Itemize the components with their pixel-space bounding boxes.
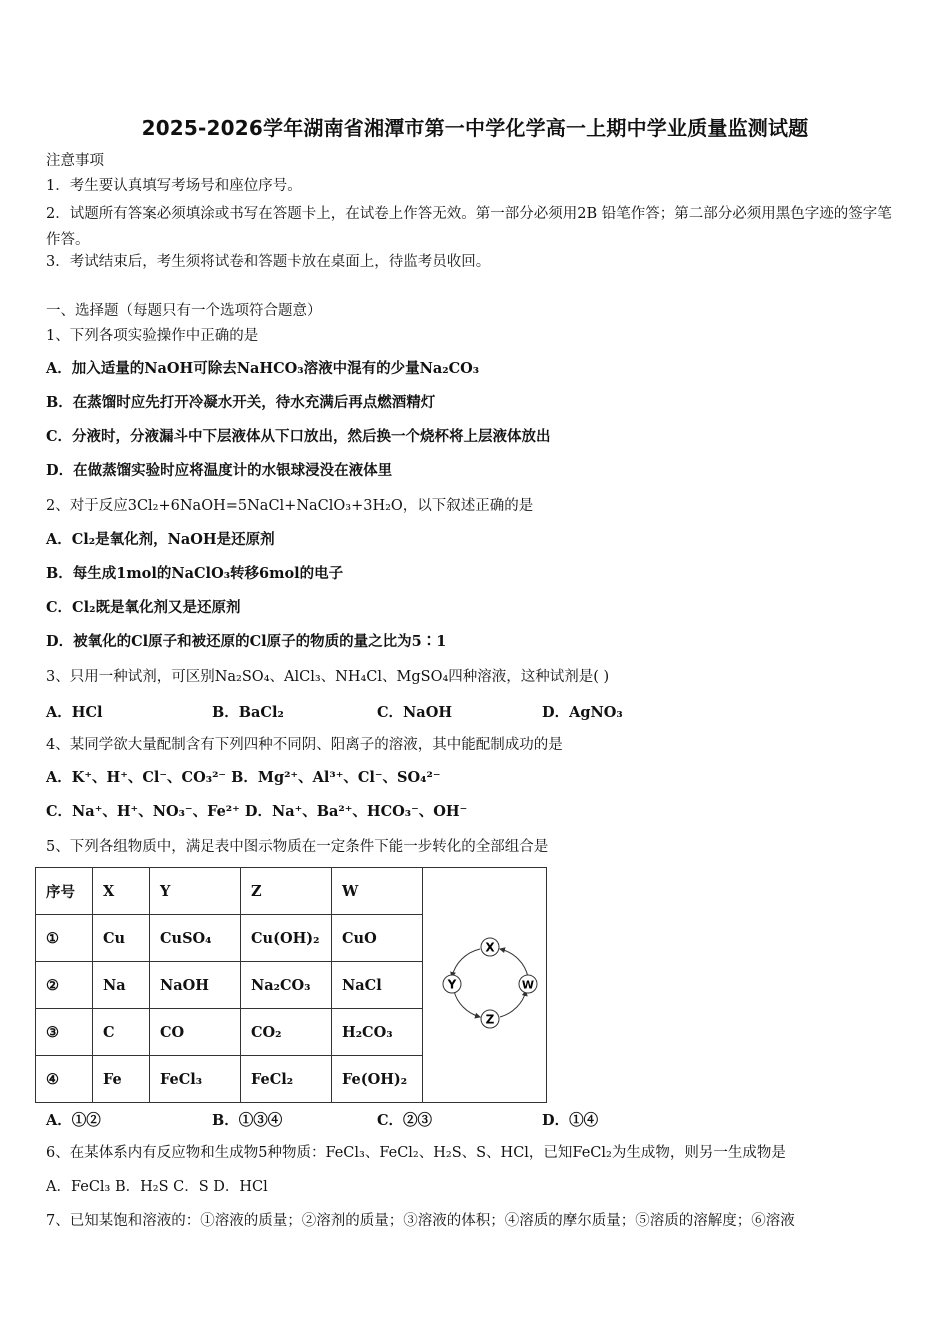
table-cell: ① <box>36 915 93 962</box>
table-header: X <box>93 868 150 915</box>
node-z <box>481 1010 499 1028</box>
table-cell: Na₂CO₃ <box>241 962 332 1009</box>
option: D．在做蒸馏实验时应将温度计的水银球浸没在液体里 <box>46 462 393 479</box>
node-x <box>481 938 499 956</box>
option: D．被氧化的Cl原子和被还原的Cl原子的物质的量之比为5∶1 <box>46 633 447 650</box>
option: B．①③④ <box>212 1112 283 1129</box>
option: C．分液时，分液漏斗中下层液体从下口放出，然后换一个烧杯将上层液体放出 <box>46 428 551 445</box>
conversion-table <box>35 867 547 1103</box>
option: A．①② <box>46 1112 101 1129</box>
table-cell: FeCl₃ <box>150 1056 241 1103</box>
table-header: Y <box>150 868 241 915</box>
svg-text:Y: Y <box>447 977 456 992</box>
option: D．①④ <box>542 1112 599 1129</box>
option: A．加入适量的NaOH可除去NaHCO₃溶液中混有的少量Na₂CO₃ <box>46 360 480 377</box>
table-cell: FeCl₂ <box>241 1056 332 1103</box>
table-header: 序号 <box>36 868 93 915</box>
table-cell: CO₂ <box>241 1009 332 1056</box>
svg-text:W: W <box>521 978 534 992</box>
question-stem: 7、已知某饱和溶液的：①溶液的质量；②溶剂的质量；③溶液的体积；④溶质的摩尔质量；⑤溶质的溶解度；⑥溶液 <box>46 1213 795 1229</box>
table-cell: ② <box>36 962 93 1009</box>
option: A．FeCl₃ B．H₂S C．S D．HCl <box>46 1179 268 1195</box>
question-stem: 5、下列各组物质中，满足表中图示物质在一定条件下能一步转化的全部组合是 <box>46 839 549 855</box>
question-stem: 6、在某体系内有反应物和生成物5种物质：FeCl₃、FeCl₂、H₂S、S、HCl，已知FeCl₂为生成物，则另一生成物是 <box>46 1145 786 1161</box>
arrow-x-to-y <box>452 949 480 977</box>
cycle-diagram-cell <box>423 868 547 1103</box>
node-y <box>443 975 461 993</box>
notice-item: 2．试题所有答案必须填涂或书写在答题卡上，在试卷上作答无效。第一部分必须用2B 铅笔作答；第二部分必须用黑色字迹的签字笔作答。 <box>46 206 892 248</box>
notice-item: 1．考生要认真填写考场号和座位序号。 <box>46 178 302 194</box>
table-cell: C <box>93 1009 150 1056</box>
option: A．K⁺、H⁺、Cl⁻、CO₃²⁻ B．Mg²⁺、Al³⁺、Cl⁻、SO₄²⁻ <box>46 769 441 786</box>
table-cell: Cu(OH)₂ <box>241 915 332 962</box>
table-cell: Cu <box>93 915 150 962</box>
option: C．Cl₂既是氧化剂又是还原剂 <box>46 599 241 616</box>
question-stem: 2、对于反应3Cl₂+6NaOH=5NaCl+NaClO₃+3H₂O，以下叙述正确的是 <box>46 498 534 514</box>
section-heading: 一、选择题（每题只有一个选项符合题意） <box>46 303 322 319</box>
table-cell: CO <box>150 1009 241 1056</box>
arrow-z-to-w <box>500 991 526 1017</box>
table-cell: Na <box>93 962 150 1009</box>
option: A．HCl <box>46 704 103 721</box>
table-cell: NaOH <box>150 962 241 1009</box>
table-cell: ④ <box>36 1056 93 1103</box>
option: A．Cl₂是氧化剂，NaOH是还原剂 <box>46 531 275 548</box>
question-stem: 1、下列各项实验操作中正确的是 <box>46 328 259 344</box>
question-stem: 4、某同学欲大量配制含有下列四种不同阴、阳离子的溶液，其中能配制成功的是 <box>46 737 563 753</box>
table-cell: ③ <box>36 1009 93 1056</box>
cycle-diagram <box>440 933 540 1033</box>
option: C．Na⁺、H⁺、NO₃⁻、Fe²⁺ D．Na⁺、Ba²⁺、HCO₃⁻、OH⁻ <box>46 803 468 820</box>
page-title: 2025-2026学年湖南省湘潭市第一中学化学高一上期中学业质量监测试题 <box>141 116 809 140</box>
table-cell: CuO <box>332 915 423 962</box>
option: C．②③ <box>377 1112 433 1129</box>
node-w <box>519 975 537 993</box>
arrow-y-to-z <box>454 991 480 1017</box>
table-cell: Fe <box>93 1056 150 1103</box>
option: B．在蒸馏时应先打开冷凝水开关，待水充满后再点燃酒精灯 <box>46 394 436 411</box>
option: B．BaCl₂ <box>212 704 284 721</box>
notice-heading: 注意事项 <box>46 153 104 169</box>
table-cell: NaCl <box>332 962 423 1009</box>
svg-text:X: X <box>484 940 495 955</box>
table-header: W <box>332 868 423 915</box>
notice-item: 3．考试结束后，考生须将试卷和答题卡放在桌面上，待监考员收回。 <box>46 254 491 270</box>
option: B．每生成1mol的NaClO₃转移6mol的电子 <box>46 565 344 582</box>
table-cell: H₂CO₃ <box>332 1009 423 1056</box>
svg-text:Z: Z <box>485 1012 494 1027</box>
table-cell: CuSO₄ <box>150 915 241 962</box>
option: D．AgNO₃ <box>542 704 623 721</box>
table-header: Z <box>241 868 332 915</box>
question-stem: 3、只用一种试剂，可区别Na₂SO₄、AlCl₃、NH₄Cl、MgSO₄四种溶液，这种试剂是( ) <box>46 669 610 685</box>
table-cell: Fe(OH)₂ <box>332 1056 423 1103</box>
option: C．NaOH <box>377 704 453 721</box>
arrow-w-to-x <box>500 949 528 977</box>
table-row <box>36 868 547 915</box>
